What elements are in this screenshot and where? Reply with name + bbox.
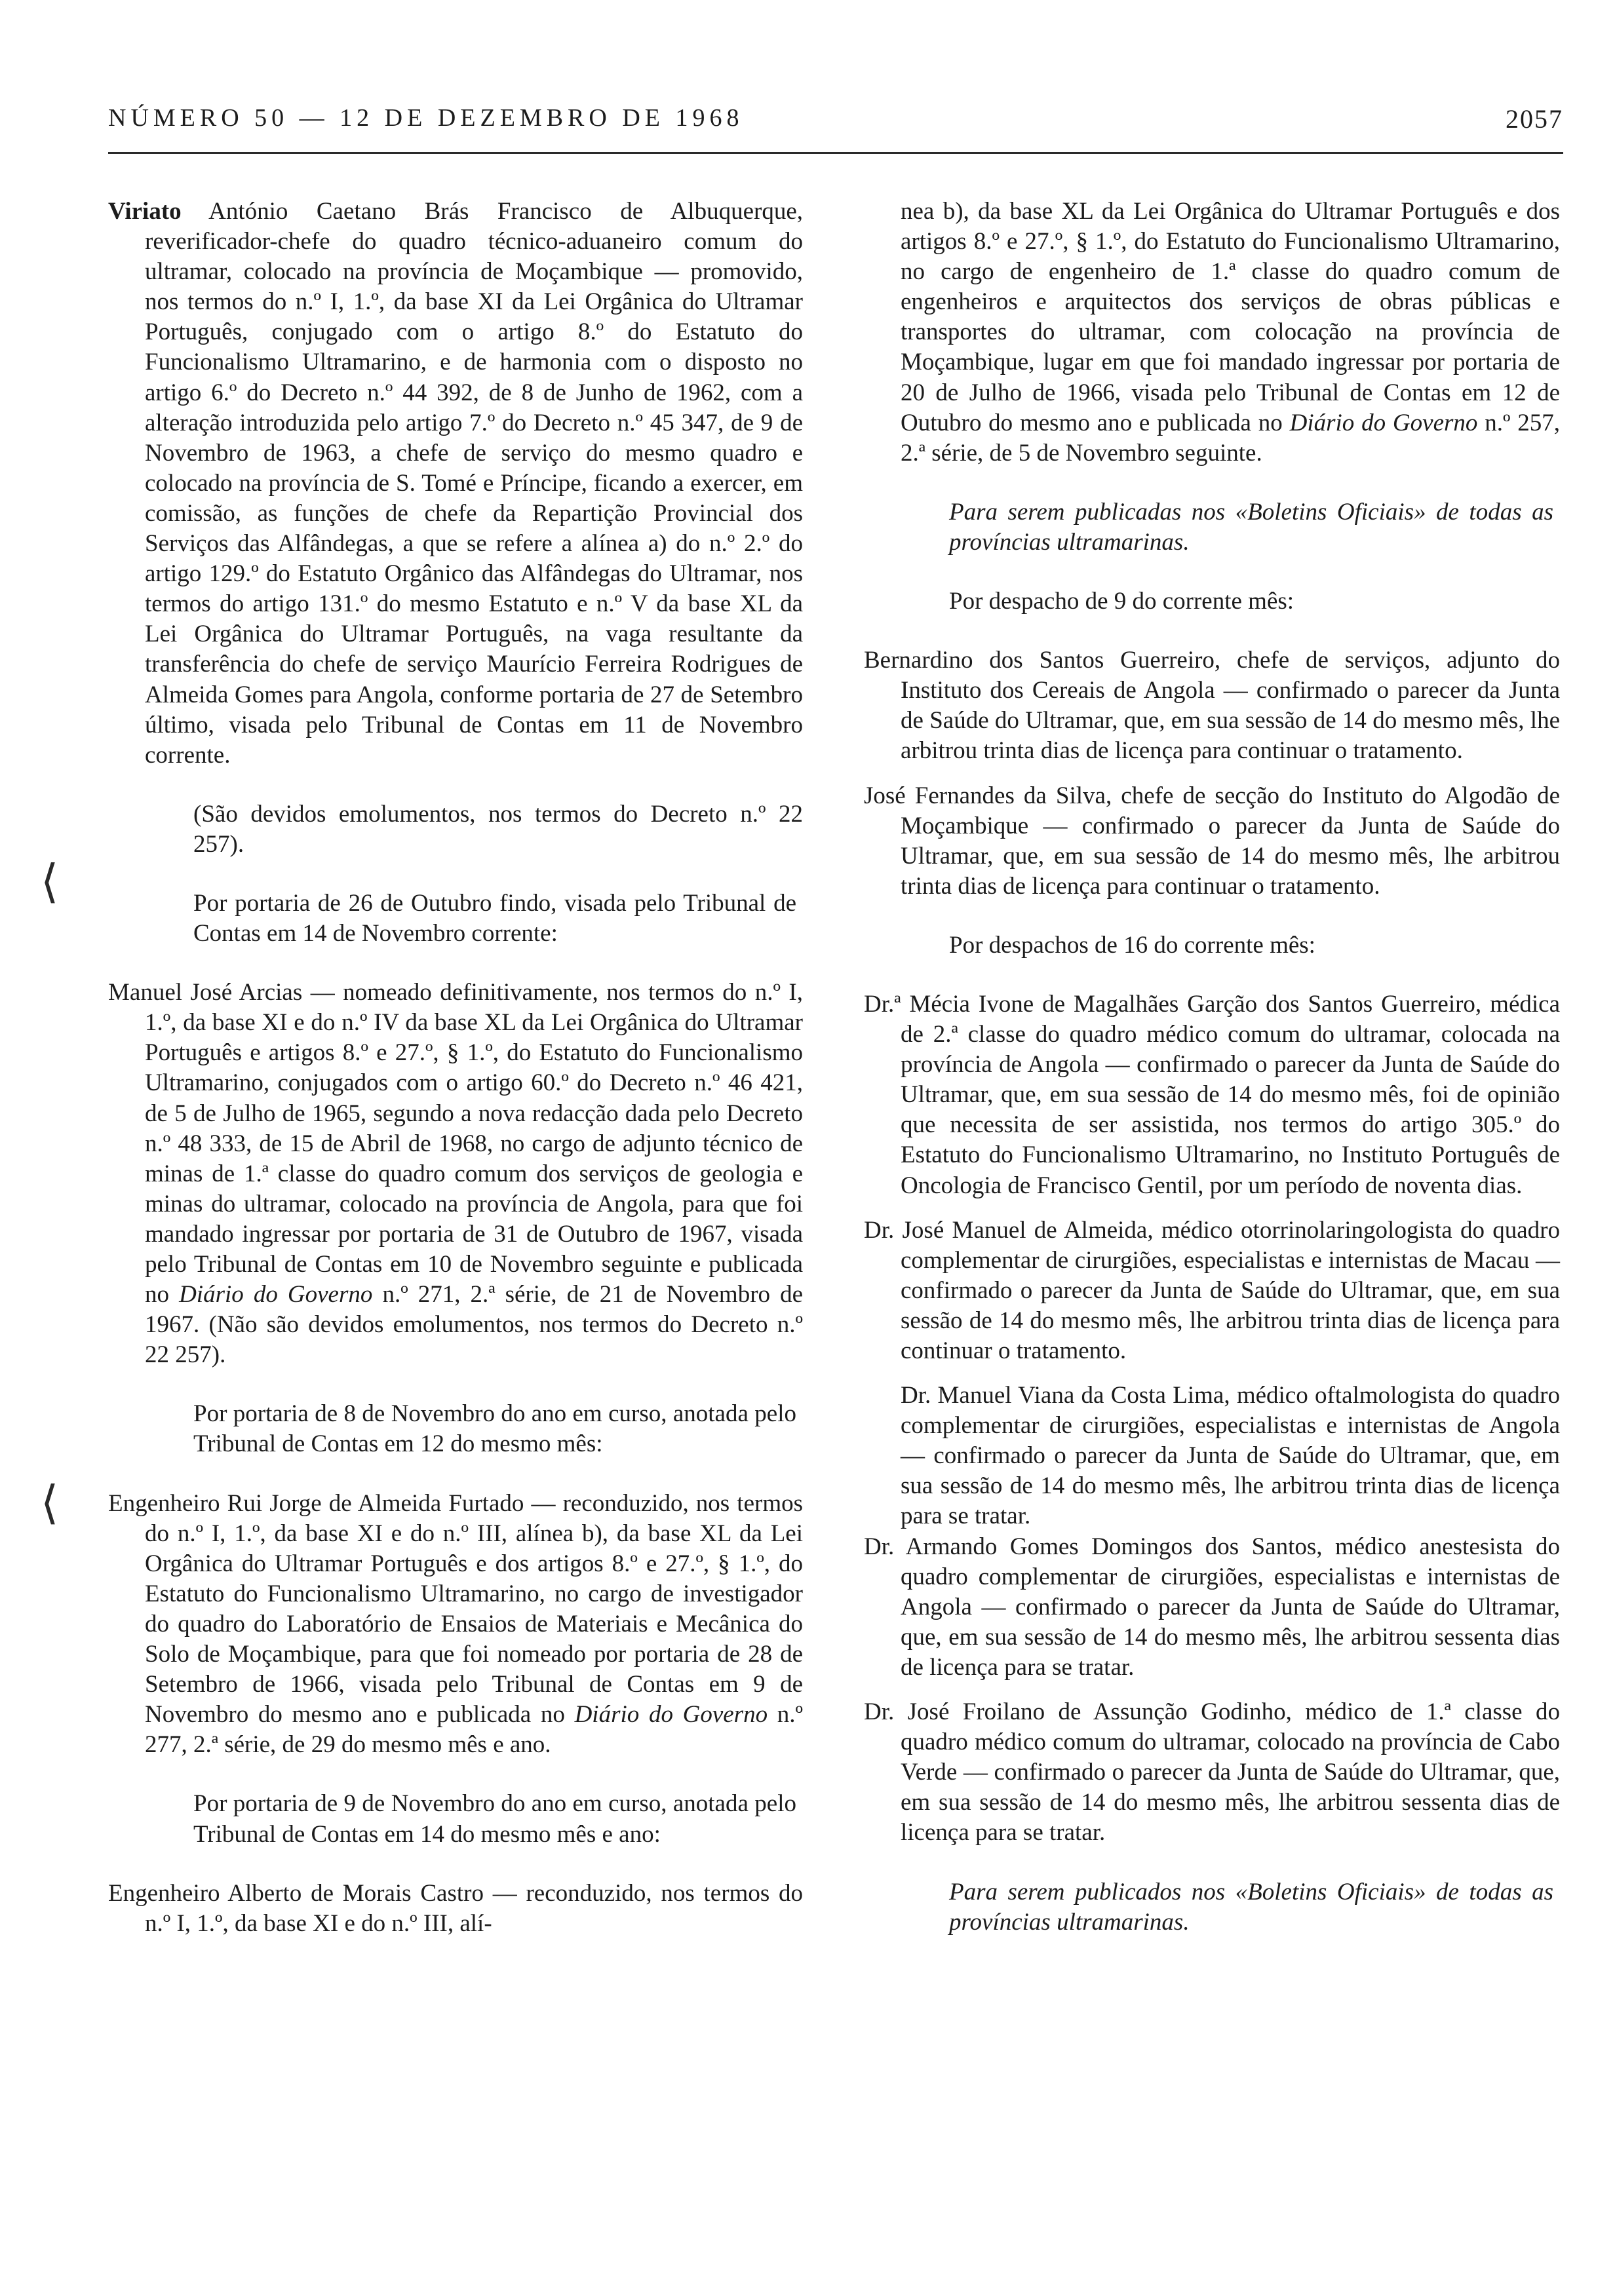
entry-continuation: nea b), da base XL da Lei Orgânica do Ultramar Português e dos artigos 8.º e 27.º, § 1.º, do Estatuto do Funcionalismo Ultramarino, no cargo de engenheiro de 1.ª classe do quadro comum de engenheiros e arquitectos dos serviços de obras públicas e transportes do ultramar, com colocação na província de Moçambique, lugar em que foi mandado ingressar por portaria de 20 de Julho de 1966, visada pelo Tribunal de Contas em 12 de Outubro do mesmo ano e publicada no Diário do Governo n.º 257, 2.ª série, de 5 de Novembro seguinte. <box>901 198 1561 467</box>
margin-bracket-icon: ⟨ <box>41 1478 59 1529</box>
portaria-intro: Por portaria de 26 de Outubro findo, visada pelo Tribunal de Contas em 14 de Novembro corrente: <box>193 889 796 947</box>
entry-manuel-arcias: Manuel José Arcias — nomeado definitivamente, nos termos do n.º I, 1.º, da base XI e do n.º IV da base XL da Lei Orgânica do Ultramar Português e artigos 8.º e 27.º, § 1.º, do Estatuto do Funcionalismo Ultramarino, conjugados com o artigo 60.º do Decreto n.º 46 421, de 5 de Julho de 1965, segundo a nova redacção dada pelo Decreto n.º 48 333, de 15 de Abril de 1968, no cargo de adjunto técnico de minas de 1.ª classe do quadro comum dos serviços de geologia e minas do ultramar, colocado na província de Angola, para que foi mandado ingressar por portaria de 31 de Outubro de 1967, visada pelo Tribunal de Contas em 10 de Novembro seguinte e publicada no Diário do Governo n.º 271, 2.ª série, de 21 de Novembro de 1967. (Não são devidos emolumentos, nos termos do Decreto n.º 22 257). <box>108 979 804 1369</box>
entry-jose-almeida: Dr. José Manuel de Almeida, médico otorrinolaringologista do quadro complementar de cirurgiões, especialistas e internistas de Macau — confirmado o parecer da Junta de Saúde do Ultramar, que, em sua sessão de 14 do mesmo mês, lhe arbitrou trinta dias de licença para continuar o tratamento. <box>864 1216 1560 1364</box>
right-column <box>864 197 1560 1938</box>
despacho-intro: Por despacho de 9 do corrente mês: <box>949 588 1294 615</box>
entry-name: Viriato <box>108 198 182 225</box>
page-header <box>108 98 1563 144</box>
entry-jose-godinho: Dr. José Froilano de Assunção Godinho, médico de 1.ª classe do quadro médico comum do ultramar, colocado na província de Cabo Verde — confirmado o parecer da Junta de Saúde do Ultramar, que, em sua sessão de 14 do mesmo mês, lhe arbitrou sessenta dias de licença para se tratar. <box>864 1698 1560 1846</box>
margin-bracket-icon: ⟨ <box>41 857 59 908</box>
entry-bernardino-guerreiro: Bernardino dos Santos Guerreiro, chefe de serviços, adjunto do Instituto dos Cereais de Angola — confirmado o parecer da Junta de Saúde do Ultramar, que, em sua sessão de 14 do mesmo mês, lhe arbitrou trinta dias de licença para continuar o tratamento. <box>864 647 1560 765</box>
issue-line: NÚMERO 50 — 12 DE DEZEMBRO DE 1968 <box>108 104 744 132</box>
entry-rui-furtado: Engenheiro Rui Jorge de Almeida Furtado — reconduzido, nos termos do n.º I, 1.º, da base XI e do n.º III, alínea b), da base XL da Lei Orgânica do Ultramar Português e dos artigos 8.º e 27.º, § 1.º, do Estatuto do Funcionalismo Ultramarino, no cargo de investigador do quadro do Laboratório de Ensaios de Materiais e Mecânica do Solo de Moçambique, para que foi nomeado por portaria de 28 de Setembro de 1966, visada pelo Tribunal de Contas em 9 de Novembro do mesmo ano e publicada no Diário do Governo n.º 277, 2.ª série, de 29 do mesmo mês e ano. <box>108 1489 804 1759</box>
entry-mecia-guerreiro: Dr.ª Mécia Ivone de Magalhães Garção dos Santos Guerreiro, médica de 2.ª classe do quadro médico comum do ultramar, colocada na província de Angola — confirmado o parecer da Junta de Saúde do Ultramar, que, em sua sessão de 14 do mesmo mês, foi de opinião que necessita de ser assistida, nos termos do artigo 305.º do Estatuto do Funcionalismo Ultramarino, no Instituto Português de Oncologia de Francisco Gentil, por um período de noventa dias. <box>864 990 1560 1199</box>
portaria-intro: Por portaria de 8 de Novembro do ano em curso, anotada pelo Tribunal de Contas em 12 do mesmo mês: <box>193 1400 796 1458</box>
left-column <box>108 197 803 1939</box>
page-number: 2057 <box>1506 104 1563 134</box>
boletins-note: Para serem publicadas nos «Boletins Oficiais» de todas as províncias ultramarinas. <box>949 498 1553 556</box>
portaria-intro: Por portaria de 9 de Novembro do ano em curso, anotada pelo Tribunal de Contas em 14 do mesmo mês e ano: <box>193 1790 796 1848</box>
boletins-note: Para serem publicados nos «Boletins Oficiais» de todas as províncias ultramarinas. <box>949 1878 1553 1936</box>
entry-alberto-castro: Engenheiro Alberto de Morais Castro — reconduzido, nos termos do n.º I, 1.º, da base XI e do n.º III, alí- <box>108 1879 803 1937</box>
entry-armando-santos: Dr. Armando Gomes Domingos dos Santos, médico anestesista do quadro complementar de cirurgiões, especialistas e internistas de Angola — confirmado o parecer da Junta de Saúde do Ultramar, que, em sua sessão de 14 do mesmo mês, lhe arbitrou sessenta dias de licença para se tratar. <box>864 1533 1560 1681</box>
emolumentos-note: (São devidos emolumentos, nos termos do Decreto n.º 22 257). <box>193 800 803 858</box>
entry-manuel-lima: Dr. Manuel Viana da Costa Lima, médico oftalmologista do quadro complementar de cirurgiões, especialistas e internistas de Angola — confirmado o parecer da Junta de Saúde do Ultramar, que, em sua sessão de 14 do mesmo mês, lhe arbitrou trinta dias de licença para se tratar. <box>901 1382 1560 1530</box>
entry-viriato: Viriato António Caetano Brás Francisco de Albuquerque, reverificador-chefe do quadro técnico-aduaneiro comum do ultramar, colocado na província de Moçambique — promovido, nos termos do n.º I, 1.º, da base XI da Lei Orgânica do Ultramar Português, conjugado com o artigo 8.º do Estatuto do Funcionalismo Ultramarino, e de harmonia com o disposto no artigo 6.º do Decreto n.º 44 392, de 8 de Junho de 1962, com a alteração introduzida pelo artigo 7.º do Decreto n.º 45 347, de 9 de Novembro de 1963, a chefe de serviço do mesmo quadro e colocado na província de S. Tomé e Príncipe, ficando a exercer, em comissão, as funções de chefe da Repartição Provincial dos Serviços das Alfândegas, a que se refere a alínea a) do n.º 2.º do artigo 129.º do Estatuto Orgânico das Alfândegas do Ultramar, nos termos do artigo 131.º do mesmo Estatuto e n.º V da base XL da Lei Orgânica do Ultramar Português, na vaga resultante da transferência do chefe de serviço Maurício Ferreira Rodrigues de Almeida Gomes para Angola, conforme portaria de 27 de Setembro último, visada pelo Tribunal de Contas em 11 de Novembro corrente. <box>108 198 803 769</box>
despacho-intro: Por despachos de 16 do corrente mês: <box>949 931 1315 959</box>
header-rule <box>108 152 1563 154</box>
entry-jose-silva: José Fernandes da Silva, chefe de secção do Instituto do Algodão de Moçambique — confirmado o parecer da Junta de Saúde do Ultramar, que, em sua sessão de 14 do mesmo mês, lhe arbitrou trinta dias de licença para continuar o tratamento. <box>864 782 1560 900</box>
